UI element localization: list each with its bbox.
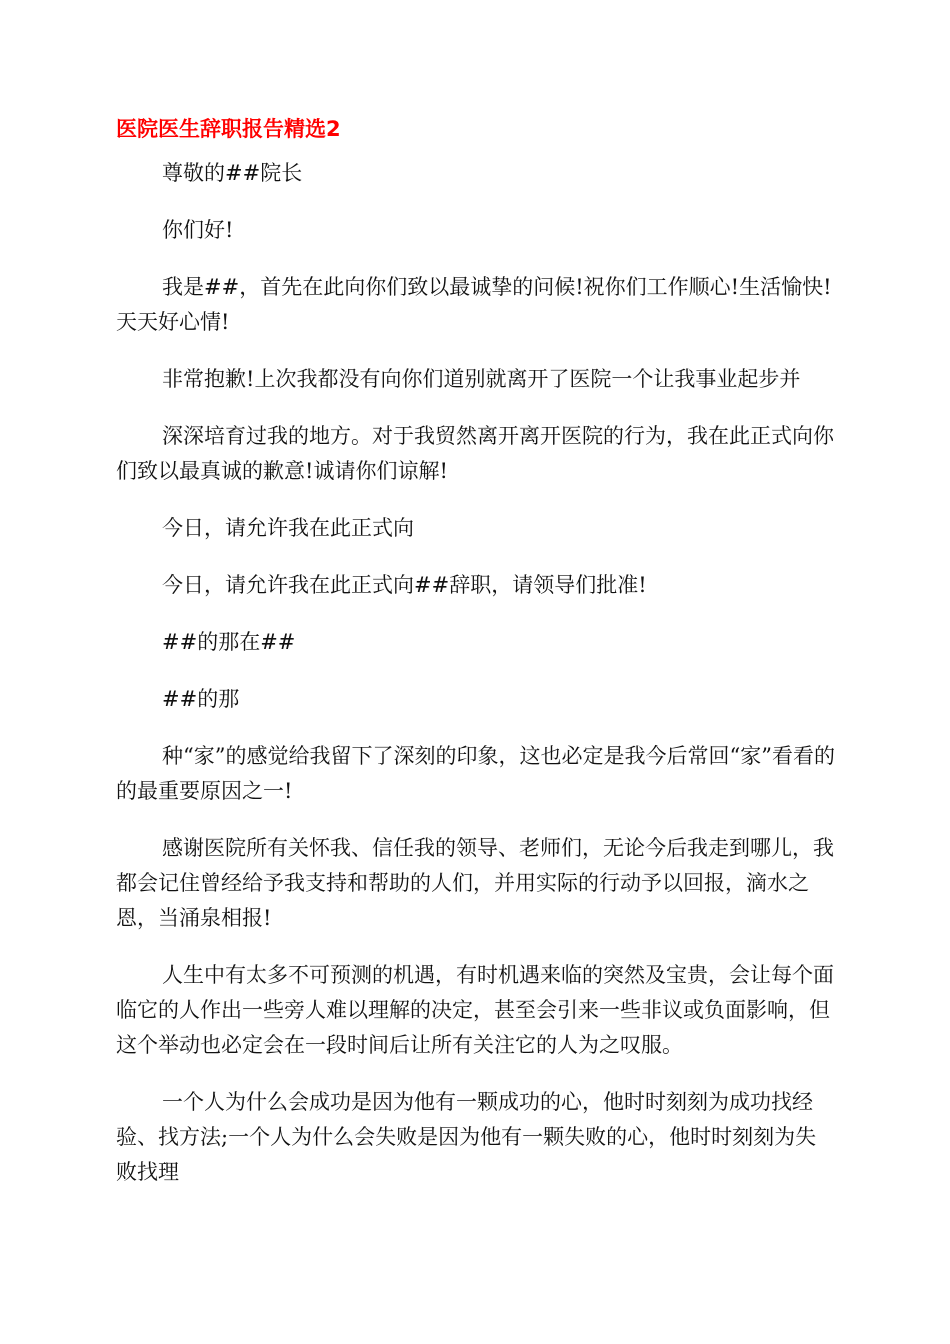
- paragraph: 人生中有太多不可预测的机遇，有时机遇来临的突然及宝贵，会让每个面临它的人作出一些旁人难以理解的决定，甚至会引来一些非议或负面影响，但这个举动也必定会在一段时间后让所有关注它的人为之叹服。: [116, 963, 834, 1057]
- paragraph: 种“家”的感觉给我留下了深刻的印象，这也必定是我今后常回“家”看看的的最重要原因之一!: [116, 744, 835, 803]
- paragraph-salutation: 尊敬的##院长: [162, 161, 303, 185]
- paragraph: 感谢医院所有关怀我、信任我的领导、老师们，无论今后我走到哪儿，我都会记住曾经给予我支持和帮助的人们，并用实际的行动予以回报，滴水之恩，当涌泉相报!: [116, 836, 834, 930]
- paragraph: 深深培育过我的地方。对于我贸然离开离开医院的行为，我在此正式向你们致以最真诚的歉意!诚请你们谅解!: [116, 424, 834, 483]
- paragraph: ##的那在##: [162, 630, 296, 654]
- paragraph: 非常抱歉!上次我都没有向你们道别就离开了医院一个让我事业起步并: [162, 367, 801, 391]
- document-title: 医院医生辞职报告精选2: [116, 117, 341, 141]
- paragraph: 今日，请允许我在此正式向##辞职，请领导们批准!: [162, 573, 647, 597]
- paragraph: 今日，请允许我在此正式向: [162, 516, 414, 540]
- paragraph: ##的那: [162, 687, 240, 711]
- paragraph-greeting: 你们好!: [162, 218, 234, 242]
- paragraph: 一个人为什么会成功是因为他有一颗成功的心，他时时刻刻为成功找经验、找方法;一个人为什么会失败是因为他有一颗失败的心，他时时刻刻为失败找理: [116, 1090, 817, 1184]
- document-body: [116, 156, 836, 1212]
- paragraph: 我是##，首先在此向你们致以最诚挚的问候!祝你们工作顺心!生活愉快!天天好心情!: [116, 275, 832, 334]
